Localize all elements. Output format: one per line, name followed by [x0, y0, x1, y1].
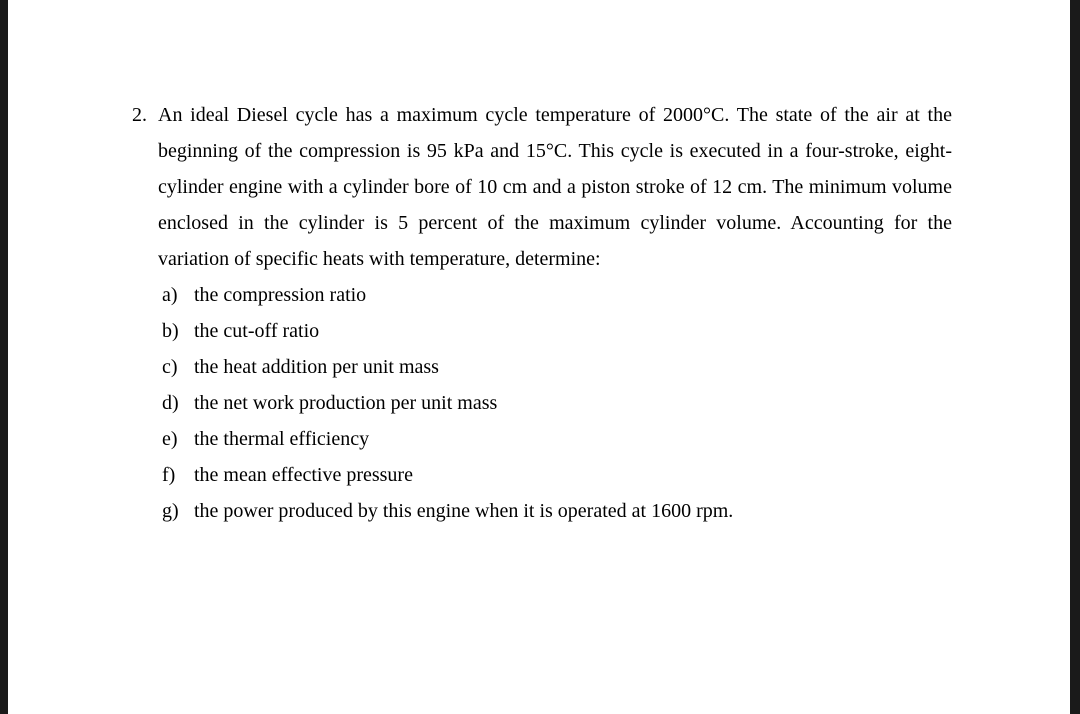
part-letter: f): [162, 464, 176, 486]
part-text: the heat addition per unit mass: [194, 356, 439, 378]
part-text: the compression ratio: [194, 284, 367, 306]
part-item-a: [132, 277, 952, 313]
part-text: the mean effective pressure: [194, 464, 413, 486]
problem-2: [132, 97, 952, 529]
part-text: the net work production per unit mass: [194, 392, 498, 414]
part-text: the cut-off ratio: [194, 320, 320, 342]
problem-stem: [132, 97, 952, 277]
part-item-c: [132, 349, 952, 385]
part-item-f: [132, 457, 952, 493]
part-item-e: [132, 421, 952, 457]
part-item-b: [132, 313, 952, 349]
document-page: [8, 0, 1070, 714]
part-letter: a): [162, 284, 178, 306]
part-text: the power produced by this engine when it is operated at 1600 rpm.: [194, 500, 734, 522]
part-letter: b): [162, 320, 179, 342]
problem-statement: An ideal Diesel cycle has a maximum cycle temperature of 2000°C. The state of the air at the beginning of the compression is 95 kPa and 15°C. This cycle is executed in a four-stroke, eight-cylinder engine with a cylinder bore of 10 cm and a piston stroke of 12 cm. The minimum volume enclosed in the cylinder is 5 percent of the maximum cylinder volume. Accounting for the variation of specific heats with temperature, determine:: [158, 104, 952, 270]
problem-parts-list: [132, 277, 952, 529]
part-text: the thermal efficiency: [194, 428, 370, 450]
part-letter: e): [162, 428, 178, 450]
part-letter: g): [162, 500, 179, 522]
problem-number: 2.: [132, 104, 147, 126]
part-letter: d): [162, 392, 179, 414]
part-letter: c): [162, 356, 178, 378]
part-item-d: [132, 385, 952, 421]
part-item-g: [132, 493, 952, 529]
